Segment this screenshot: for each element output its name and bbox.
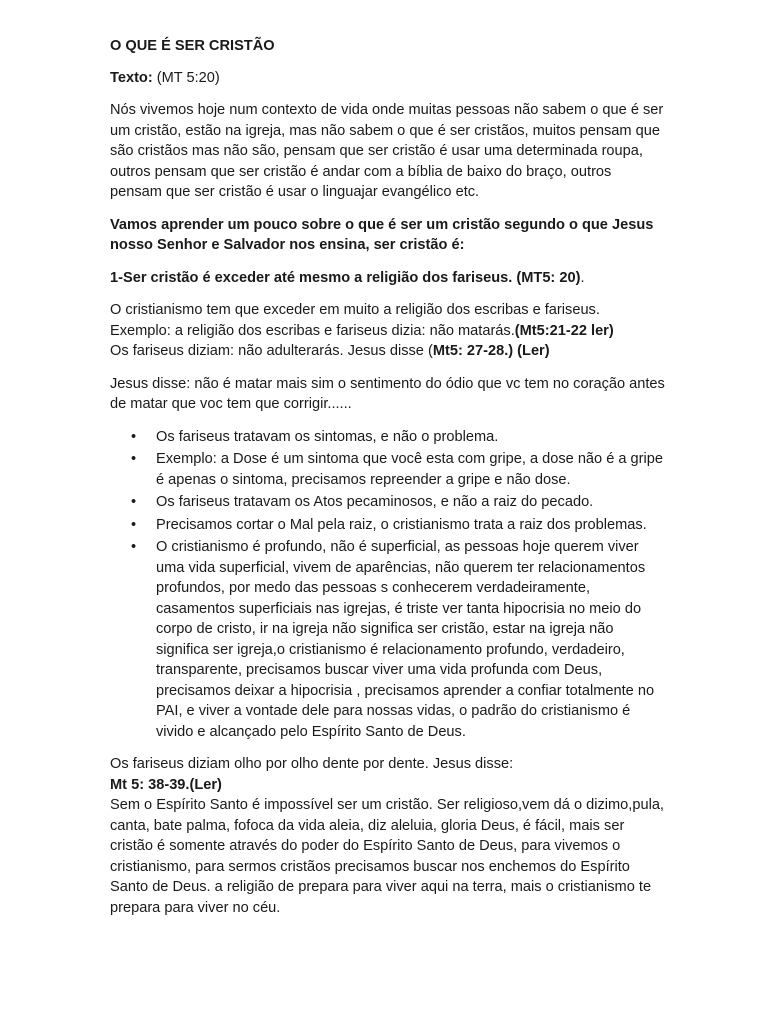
paragraph-three: Jesus disse: não é matar mais sim o sentimento do ódio que vc tem no coração antes de matar que voc tem que corrigir...... xyxy=(110,375,665,412)
bullet-icon: • xyxy=(131,428,137,445)
bullet-icon: • xyxy=(131,451,137,467)
list-item xyxy=(131,515,666,536)
list-item-text: Exemplo: a Dose é um sintoma que você esta com gripe, a dose não é a gripe é apenas o sintoma, precisamos repreender a gripe e não dose. xyxy=(156,451,664,488)
paragraph-four-line1: Os fariseus diziam olho por olho dente por dente. Jesus disse: xyxy=(110,756,514,772)
point-one xyxy=(110,268,666,289)
point-one-text: 1-Ser cristão é exceder até mesmo a religião dos fariseus. (MT5: 20) xyxy=(110,269,581,286)
list-item xyxy=(131,449,666,490)
paragraph-two-line3: Os fariseus diziam: não adulterarás. Jesus disse ( xyxy=(110,343,433,359)
list-item-text: Os fariseus tratavam os sintomas, e não o problema. xyxy=(156,428,499,445)
point-one-end: . xyxy=(580,269,585,286)
list-item-text: O cristianismo é profundo, não é superficial, as pessoas hoje querem viver uma vida superficial, vivem de aparências, não querem ter relacionamentos profundos, por medo das pessoas s conhecerem verdadeiramente, casamentos superficiais nas igrejas, é triste ver tanta hipocrisia no meio do corpo de cristo, ir na igreja não significa ser cristão, estar na igreja não significa ser igreja,o cristianismo é relacionamento profundo, verdadeiro, transparente, precisamos buscar viver uma vida profunda com Deus, precisamos deixar a hipocrisia , precisamos aprender a confiar totalmente no PAI, e viver a vontade dele para nossas vidas, o padrão do cristianismo é vivido e alcançado pelo Espírito Santo de Deus. xyxy=(156,539,655,740)
bullet-list xyxy=(110,427,666,743)
list-item xyxy=(131,492,666,513)
list-item xyxy=(131,427,666,448)
paragraph-two-line2: Exemplo: a religião dos escribas e fariseus dizia: não matarás. xyxy=(110,322,515,339)
scripture-reference xyxy=(110,68,666,89)
bullet-icon: • xyxy=(131,539,137,555)
paragraph-two-line2-ref: (Mt5:21-22 ler) xyxy=(514,322,614,339)
texto-ref: (MT 5:20) xyxy=(152,69,220,86)
paragraph-two xyxy=(110,300,666,362)
document-body xyxy=(110,36,666,918)
bullet-icon: • xyxy=(131,494,137,510)
list-item xyxy=(131,537,666,742)
bullet-icon: • xyxy=(131,516,137,533)
list-item-text: Precisamos cortar o Mal pela raiz, o cristianismo trata a raiz dos problemas. xyxy=(156,516,647,533)
lead-paragraph: Vamos aprender um pouco sobre o que é ser um cristão segundo o que Jesus nosso Senhor e Salvador nos ensina, ser cristão é: xyxy=(110,216,654,253)
paragraph-four-ref: Mt 5: 38-39.(Ler) xyxy=(110,776,222,793)
list-item-text: Os fariseus tratavam os Atos pecaminosos, e não a raiz do pecado. xyxy=(156,494,594,510)
intro-paragraph: Nós vivemos hoje num contexto de vida onde muitas pessoas não sabem o que é ser um cristão, estão na igreja, mas não sabem o que é ser cristãos, muitos pensam que são cristãos mas não são, pensam que ser cristão é usar uma determinada roupa, outros pensam que ser cristão é andar com a bíblia de baixo do braço, outros pensam que ser cristão é usar o linguajar evangélico etc. xyxy=(110,102,664,200)
paragraph-four-body: Sem o Espírito Santo é impossível ser um cristão. Ser religioso,vem dá o dizimo,pula, canta, bate palma, fofoca da vida aleia, diz aleluia, gloria Deus, é fácil, mais ser cristão é somente através do poder do Espírito Santo de Deus, para vivemos o cristianismo, para sermos cristãos precisamos buscar nos enchemos do Espírito Santo de Deus. a religião de prepara para viver aqui na terra, mais o cristianismo te prepara para viver no céu. xyxy=(110,797,664,916)
document-title: O QUE É SER CRISTÃO xyxy=(110,38,275,54)
texto-label: Texto: xyxy=(110,69,153,86)
paragraph-two-line1: O cristianismo tem que exceder em muito a religião dos escribas e fariseus. xyxy=(110,302,600,318)
paragraph-two-line3-ref: Mt5: 27-28.) (Ler) xyxy=(432,343,550,359)
paragraph-four xyxy=(110,754,666,918)
